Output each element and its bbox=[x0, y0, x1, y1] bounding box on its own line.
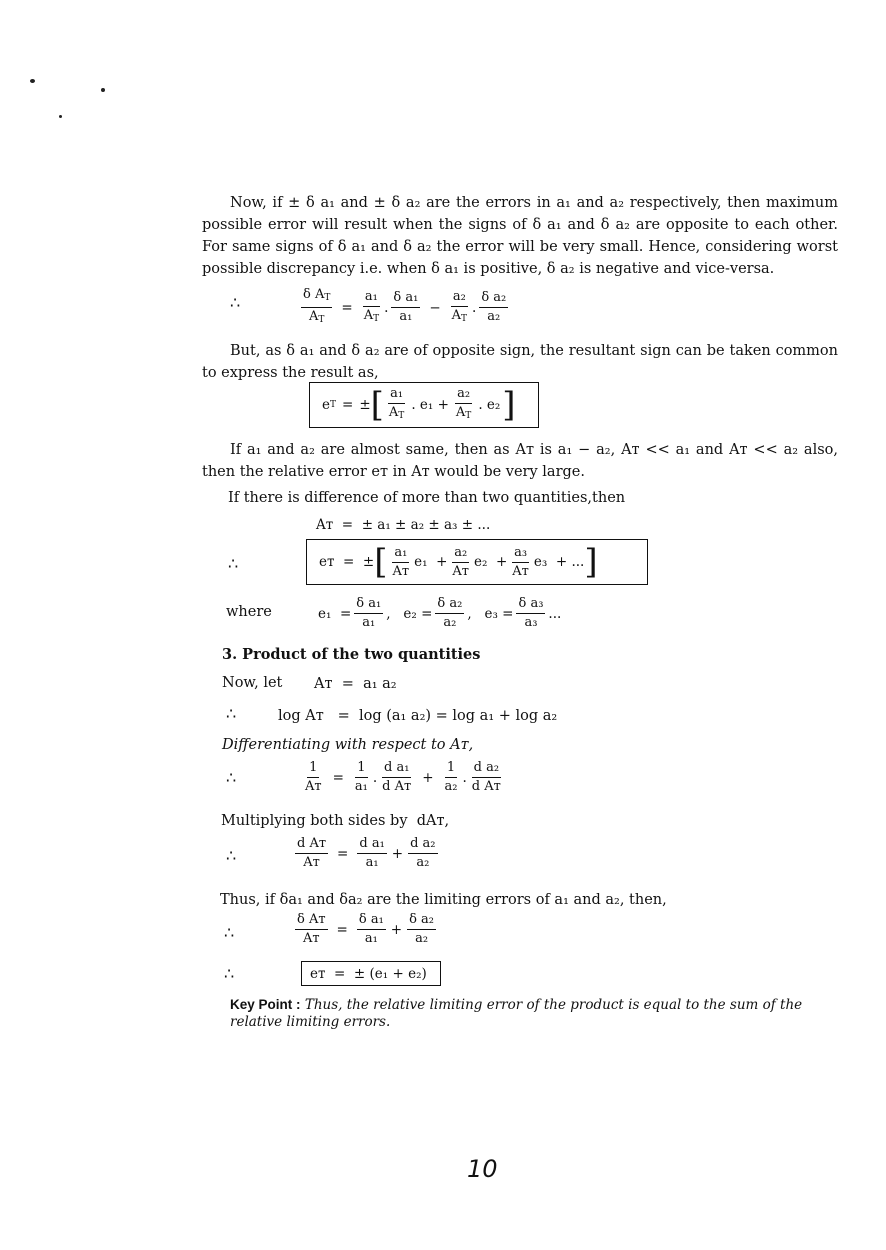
equation-log: log Aᴛ = log (a₁ a₂) = log a₁ + log a₂ bbox=[278, 708, 558, 724]
equation-sum-quantities: Aᴛ = ± a₁ ± a₂ ± a₃ ± ... bbox=[316, 517, 491, 533]
let-label: Now, let bbox=[222, 675, 283, 691]
therefore-symbol: ∴ bbox=[226, 768, 237, 787]
equation-relative-error-difference: $\frac{\delta A_T}{A_T}$ = $\frac{\text{a₁}}{A_T}$ . $\frac{\text{δ a₁}}{\text{a₁}}$ − $\frac{\text{a₂}}{A_T}$ . $\frac{\text{δ a₂}}{\text{a₂}}$ bbox=[303, 287, 507, 325]
therefore-symbol: ∴ bbox=[224, 923, 235, 942]
key-point-note bbox=[230, 996, 830, 1031]
boxed-equation-multi-error: eᴛ = ± [ $\frac{\text{a₁}}{\text{Aᴛ}}$ e₁ + $\frac{\text{a₂}}{\text{Aᴛ}}$ e₂ + $\frac{\text{a₃}}{\text{Aᴛ}}$ e₃ + ... ] bbox=[306, 539, 648, 585]
key-point-text: Thus, the relative limiting error of the product is equal to the sum of the relative limiting errors. bbox=[230, 997, 803, 1030]
equation-limiting-error: $\frac{\text{δ Aᴛ}}{\text{Aᴛ}}$ = $\frac{\text{δ a₁}}{\text{a₁}}$ + $\frac{\text{δ a₂}}{\text{a₂}}$ bbox=[297, 912, 435, 946]
scan-speck bbox=[101, 88, 105, 92]
therefore-symbol: ∴ bbox=[226, 704, 237, 723]
therefore-symbol: ∴ bbox=[224, 964, 235, 983]
multiplying-text: Multiplying both sides by dAᴛ, bbox=[221, 813, 450, 829]
paragraph-errors-intro: Now, if ± δ a₁ and ± δ a₂ are the errors in a₁ and a₂ respectively, then maximum possible error will result when the signs of δ a₁ and δ a₂ are opposite to each other. For same signs of δ a₁ and δ a₂ the error will be very small. Hence, considering worst possible discrepancy i.e. when δ a₁ is positive, δ a₂ is negative and vice-versa. bbox=[202, 195, 838, 277]
boxed-equation-relative-error: e T = ± [ $\frac{\text{a₁}}{A_T}$ . e₁ + $\frac{\text{a₂}}{A_T}$ . e₂ ] bbox=[309, 382, 539, 428]
therefore-symbol: ∴ bbox=[228, 554, 239, 573]
scan-speck bbox=[30, 79, 35, 83]
scan-speck bbox=[59, 115, 62, 118]
equation-differential-sum: $\frac{\text{d Aᴛ}}{\text{Aᴛ}}$ = $\frac{\text{d a₁}}{\text{a₁}}$ + $\frac{\text{d a₂}}{\text{a₂}}$ bbox=[297, 836, 436, 870]
key-point-label: Key Point : bbox=[230, 997, 301, 1012]
thus-text: Thus, if δa₁ and δa₂ are the limiting errors of a₁ and a₂, then, bbox=[220, 892, 667, 908]
boxed-equation-product-error: eᴛ = ± (e₁ + e₂) bbox=[301, 961, 441, 986]
equation-error-definitions: e₁ = $\frac{\text{δ a₁}}{\text{a₁}}$ , e₂ = $\frac{\text{δ a₂}}{\text{a₂}}$ , e₃ = $\frac{\text{δ a₃}}{\text{a₃}}$ ... bbox=[318, 596, 562, 630]
differentiating-text: Differentiating with respect to Aᴛ, bbox=[222, 737, 474, 753]
equation-product: Aᴛ = a₁ a₂ bbox=[314, 676, 397, 692]
equation-derivative: $\frac{1}{\text{Aᴛ}}$ = $\frac{1}{\text{a₁}}$ . $\frac{\text{d a₁}}{\text{d Aᴛ}}$ + $\frac{1}{\text{a₂}}$ . $\frac{\text{d a₂}}{\text{d Aᴛ}}$ bbox=[305, 760, 501, 794]
paragraph-almost-same: If a₁ and a₂ are almost same, then as Aᴛ is a₁ − a₂, Aᴛ << a₁ and Aᴛ << a₂ also, then the relative error eᴛ in Aᴛ would be very large. bbox=[202, 442, 838, 480]
section-heading-product: 3. Product of the two quantities bbox=[222, 646, 481, 663]
therefore-symbol: ∴ bbox=[226, 846, 237, 865]
paragraph-more-quantities: If there is difference of more than two quantities,then bbox=[228, 490, 626, 506]
therefore-symbol: ∴ bbox=[230, 293, 241, 312]
page-number: 10 bbox=[467, 1155, 498, 1183]
where-label: where bbox=[226, 604, 272, 620]
paragraph-opposite-sign: But, as δ a₁ and δ a₂ are of opposite sign, the resultant sign can be taken common to express the result as, bbox=[202, 343, 838, 381]
